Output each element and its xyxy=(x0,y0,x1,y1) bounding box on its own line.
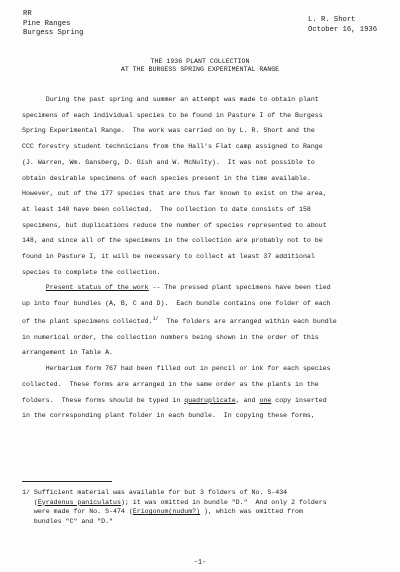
para2-text: -- The pressed plant specimens have been tied xyxy=(148,284,331,292)
para1-line: During the past spring and summer an attempt was made to obtain plant xyxy=(22,96,319,103)
species-name: Eyradenus paniculatus xyxy=(37,498,121,506)
footnote xyxy=(22,488,327,526)
footnote-line: 1/ Sufficient material was available for but 3 folders of No. S-434 xyxy=(22,489,288,496)
footnote-text: ), which was omitted from xyxy=(200,508,303,516)
page-number: -1- xyxy=(193,559,207,567)
emphasis-one: one xyxy=(259,396,272,404)
footnote-text: ); it was omitted in bundle "D." And only 2 folders xyxy=(120,498,327,506)
para3-text: , and xyxy=(235,396,260,404)
para2-line xyxy=(22,312,390,330)
emphasis-quadruplicate: quadruplicate xyxy=(184,396,236,404)
document-title: THE 1936 PLANT COLLECTION xyxy=(150,58,250,65)
footnote-text: were made for No. S-474 ( xyxy=(22,508,133,516)
para1-line: obtain desirable specimens of each species present in the time available. xyxy=(22,174,311,182)
footnote-marker: 1/ xyxy=(152,315,159,322)
para1-line: found in Pasture I, it will be necessary to collect at least 37 additional xyxy=(22,253,315,261)
para2-line: in numerical order, the collection numbers being shown in the order of this xyxy=(22,333,319,341)
para1-line: CCC forestry student technicians from the Hall's Flat camp assigned to Range xyxy=(22,143,323,151)
footnote-rule xyxy=(22,481,112,482)
para1-line: However, out of the 177 species that are thus far known to exist on the area, xyxy=(22,190,327,198)
para1-line: 148, and since all of the specimens in the collection are probably not to be xyxy=(22,237,323,245)
footnote-text: ( xyxy=(22,498,38,506)
header-author: L. R. Short xyxy=(308,16,356,24)
header-station: Burgess Spring xyxy=(23,29,84,37)
para1-line: Spring Experimental Range. The work was carried on by L. R. Short and the xyxy=(22,127,315,135)
header-date: October 16, 1936 xyxy=(308,25,378,34)
para3-text: folders. These forms should be typed in xyxy=(22,396,185,404)
para1-line: (J. Warren, Wm. Gansberg, D. Gish and W. McNulty). It was not possible to xyxy=(22,158,315,166)
footnote-line: bundles "C" and "D." xyxy=(22,517,114,525)
document-subtitle: AT THE BURGESS SPRING EXPERIMENTAL RANGE xyxy=(120,66,280,73)
body-text xyxy=(22,92,390,424)
para2-line xyxy=(22,280,390,296)
footnote-line xyxy=(22,498,327,508)
para2-text: of the plant specimens collected. xyxy=(22,318,153,326)
para1-line: specimens, but duplications reduce the number of species represented to about xyxy=(22,221,327,229)
header-initials: RR xyxy=(23,10,32,18)
para3-line: in the corresponding plant folder in each bundle. In copying these forms, xyxy=(22,412,315,420)
para3-line: Herbarium form 767 had been filled out in pencil or ink for each species xyxy=(22,365,331,373)
para1-line: at least 140 have been collected. The collection to date consists of 158 xyxy=(22,205,311,213)
para2-line: up into four bundles (A, B, C and D). Each bundle contains one folder of each xyxy=(22,300,331,308)
para1-line: species to complete the collection. xyxy=(22,268,161,276)
footnote-line xyxy=(22,507,327,517)
species-name: Eriogonum(nudum?) xyxy=(132,508,201,516)
para1-line: specimens of each individual species to be found in Pasture I of the Burgess xyxy=(22,111,323,119)
header-right xyxy=(308,16,377,35)
para3-line: collected. These forms are arranged in the same order as the plants in the xyxy=(22,380,319,388)
para2-text: The folders are arranged within each bundle xyxy=(158,318,337,326)
para2-line: arrangement in Table A. xyxy=(22,349,114,357)
header-left xyxy=(23,10,83,39)
section-heading: Present status of the work xyxy=(45,284,149,292)
para3-line xyxy=(22,393,390,409)
header-region: Pine Ranges xyxy=(23,19,71,28)
para3-text: copy inserted xyxy=(271,396,327,404)
